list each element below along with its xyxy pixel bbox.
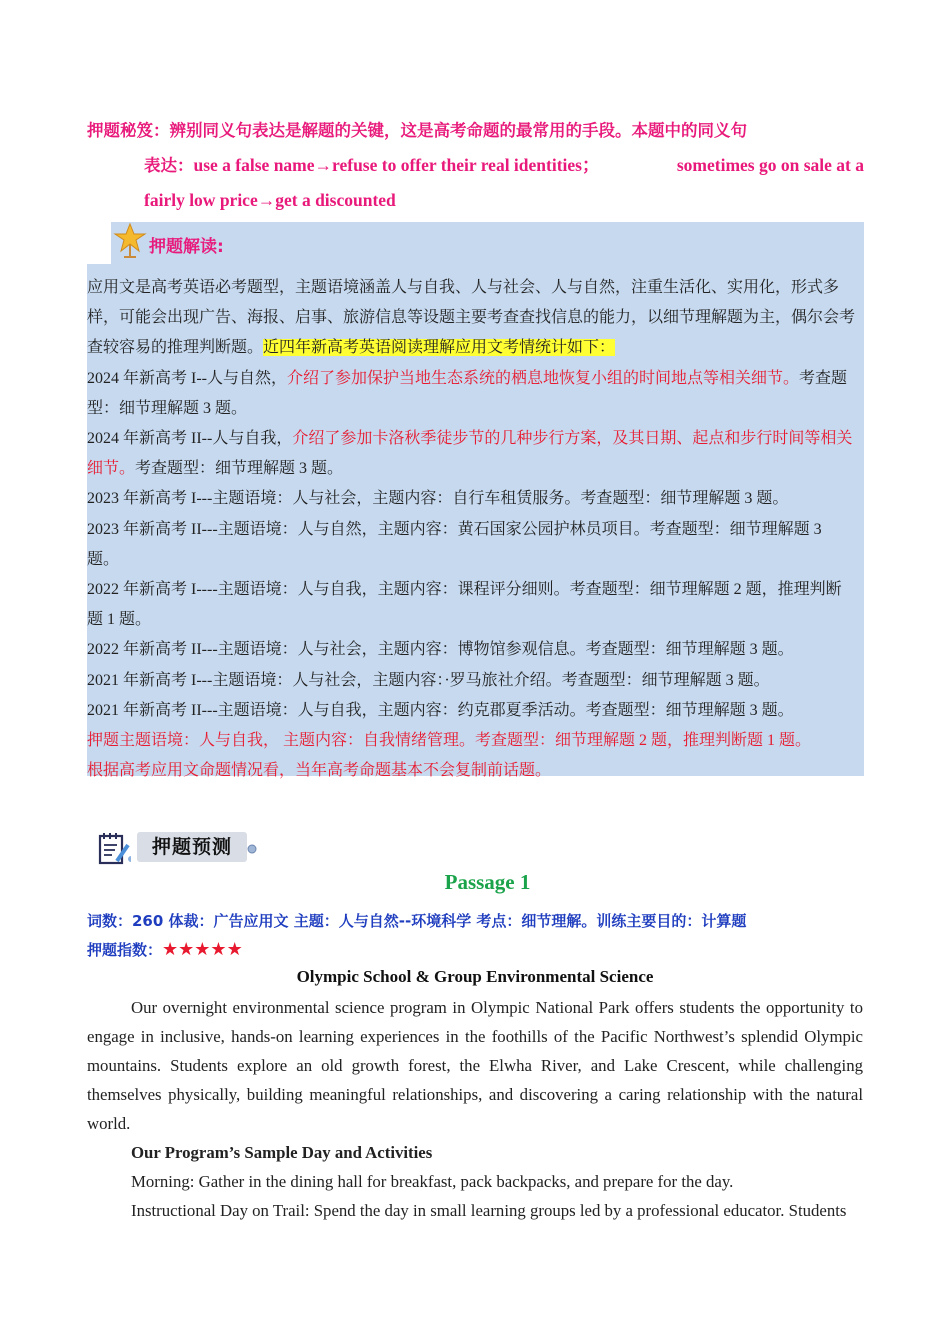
year-2023-1: 2023 年新高考 I---主题语境：人与社会，主题内容：自行车租赁服务。考查题型：细节理解题 3 题。	[87, 490, 789, 508]
analysis-body	[87, 273, 857, 786]
dot-icon	[247, 844, 257, 854]
prediction-summary: 押题主题语境：人与自我， 主题内容：自我情绪管理。考查题型：细节理解题 2 题，推理判断题 1 题。	[87, 732, 812, 750]
prediction-header	[97, 829, 257, 869]
article-title: Olympic School & Group Environmental Science	[296, 967, 654, 986]
tip-phrase-e: get a discounted	[275, 190, 396, 210]
article-paragraph-morning: Morning: Gather in the dining hall for breakfast, pack backpacks, and prepare for the day.	[131, 1172, 734, 1191]
article-paragraph: Our overnight environmental science program in Olympic National Park offers students the opportunity to engage in inclusive, hands-on learning experiences in the foothills of the Pacific Northwest’s splendid Olympic mountains. Students explore an old growth forest, the Elwha River, and Lake Crescent, while challenging themselves physically, building meaningful relationships, and discovering a caring relationship with the natural world.	[87, 998, 863, 1133]
tip-phrase-c: sometimes go on sale at a	[676, 155, 864, 175]
analysis-title: 押题解读:	[149, 237, 224, 257]
year-2021-1: 2021 年新高考 I---主题语境：人与社会，主题内容：·罗马旅社介绍。考查题型：细节理解题 3 题。	[87, 671, 770, 689]
tip-block	[87, 114, 867, 217]
tip-line-1: 押题秘笈：辨别同义句表达是解题的关键，这是高考命题的最常用的手段。本题中的同义句	[87, 121, 747, 140]
notepad-pen-icon	[97, 831, 131, 867]
prediction-badge: 押题预测	[137, 832, 247, 862]
highlight-text: 近四年新高考英语阅读理解应用文考情统计如下：	[263, 339, 616, 357]
index-label: 押题指数：	[87, 941, 163, 959]
year-2023-2: 2023 年新高考 II---主题语境：人与自然，主题内容：黄石国家公园护林员项目。考查题型：细节理解题 3 题。	[87, 520, 822, 568]
article-body	[87, 993, 863, 1225]
arrow-icon: →	[314, 155, 333, 175]
year-2021-2: 2021 年新高考 II---主题语境：人与自我，主题内容：约克郡夏季活动。考查题型：细节理解题 3 题。	[87, 701, 794, 719]
difficulty-index	[87, 939, 243, 960]
tip-line-3	[87, 183, 867, 217]
star-rating: ★★★★★	[162, 939, 243, 960]
conclusion: 根据高考应用文命题情况看，当年高考命题基本不会复制前话题。	[87, 762, 552, 780]
tip-label: 表达：	[144, 156, 194, 175]
article-paragraph-instructional: Instructional Day on Trail: Spend the day in small learning groups led by a professional educator. Students	[131, 1201, 847, 1220]
analysis-intro: 应用文是高考英语必考题型，主题语境涵盖人与自我、人与社会、人与自然，注重生活化、实用化，形式多样，可能会出现广告、海报、启事、旅游信息等设题主要考查查找信息的能力，以细节理解题为主，偶尔会考查较容易的推理判断题。近四年新高考英语阅读理解应用文考情统计如下：	[87, 279, 856, 357]
arrow-icon: →	[257, 190, 276, 210]
tip-phrase-d: fairly low price	[144, 190, 258, 210]
year-2024-1: 2024 年新高考 I--人与自然，介绍了参加保护当地生态系统的栖息地恢复小组的时间地点等相关细节。考查题型：细节理解题 3 题。	[87, 369, 848, 417]
tip-semicolon: ；	[582, 155, 600, 175]
passage-title: Passage 1	[444, 870, 531, 894]
article-subheading: Our Program’s Sample Day and Activities	[131, 1143, 433, 1162]
tip-phrase-b: refuse to offer their real identities	[332, 155, 582, 175]
tip-line-2	[87, 148, 864, 183]
year-2024-2: 2024 年新高考 II--人与自我，介绍了参加卡洛秋季徒步节的几种步行方案，及其日期、起点和步行时间等相关细节。考查题型：细节理解题 3 题。	[87, 430, 853, 478]
year-2022-1: 2022 年新高考 I----主题语境：人与自我，主题内容：课程评分细则。考查题型：细节理解题 2 题，推理判断题 1 题。	[87, 581, 842, 629]
year-2022-2: 2022 年新高考 II---主题语境：人与社会，主题内容：博物馆参观信息。考查题型：细节理解题 3 题。	[87, 641, 794, 659]
passage-meta: 词数：260 体裁：广告应用文 主题：人与自然--环境科学 考点：细节理解。训练主要目的：计算题	[87, 912, 747, 930]
tip-phrase-a: use a false name	[193, 155, 315, 175]
star-pin-icon	[113, 222, 147, 260]
analysis-box	[87, 222, 864, 780]
